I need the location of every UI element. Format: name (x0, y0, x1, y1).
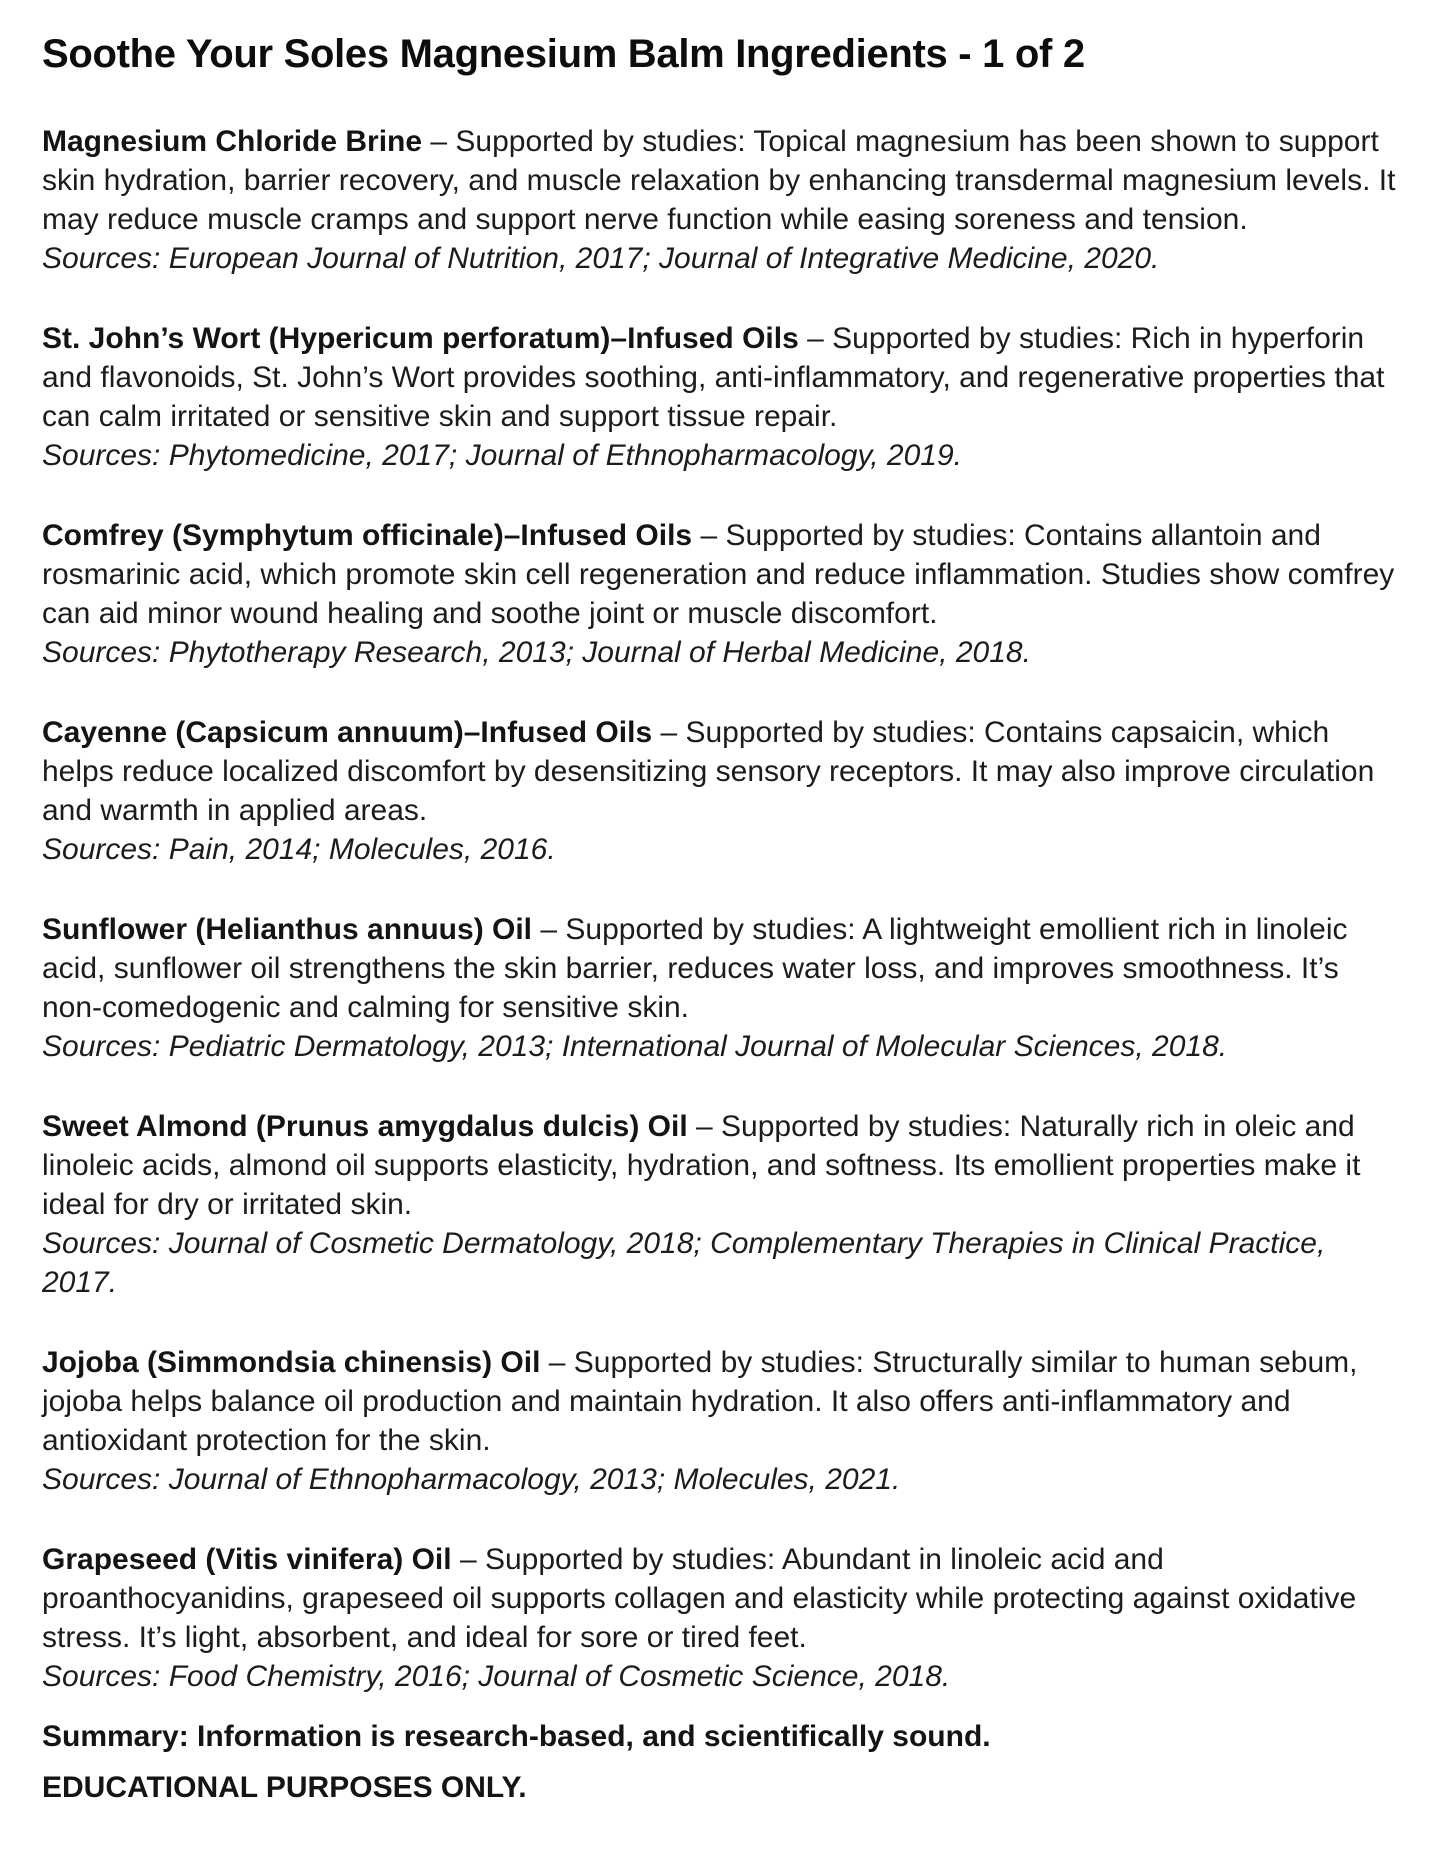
ingredient-description: – Supported by studies: A lightweight emollient rich in linoleic acid, sunflower oil strengthens the skin barrier, reduces water loss, and improves smoothness. It’s non-comedogenic and calming for sensitive skin. (42, 913, 1348, 1024)
ingredient-text (42, 713, 1403, 830)
ingredient-text (42, 319, 1403, 436)
ingredient-sources: Sources: Food Chemistry, 2016; Journal of Cosmetic Science, 2018. (42, 1660, 951, 1693)
ingredient-description: – Supported by studies: Contains allantoin and rosmarinic acid, which promote skin cell regeneration and reduce inflammation. Studies show comfrey can aid minor wound healing and soothe joint or muscle discomfort. (42, 519, 1395, 630)
ingredient-text (42, 910, 1403, 1027)
ingredient-name: Sunflower (Helianthus annuus) Oil (42, 913, 533, 946)
ingredient-cayenne (42, 713, 1403, 869)
ingredient-description: – Supported by studies: Naturally rich in oleic and linoleic acids, almond oil supports elasticity, hydration, and softness. Its emollient properties make it ideal for dry or irritated skin. (42, 1110, 1361, 1221)
ingredient-sweet-almond (42, 1107, 1403, 1302)
ingredient-name: Comfrey (Symphytum officinale)–Infused Oils (42, 519, 693, 552)
page-title: Soothe Your Soles Magnesium Balm Ingredients - 1 of 2 (42, 32, 1085, 76)
ingredient-jojoba (42, 1343, 1403, 1499)
ingredient-magnesium-chloride-brine (42, 122, 1403, 278)
disclaimer-line: EDUCATIONAL PURPOSES ONLY. (42, 1771, 527, 1804)
ingredient-sunflower (42, 910, 1403, 1066)
ingredient-name: Jojoba (Simmondsia chinensis) Oil (42, 1346, 541, 1379)
ingredient-st-johns-wort (42, 319, 1403, 475)
ingredient-text (42, 516, 1403, 633)
summary-line: Summary: Information is research-based, and scientifically sound. (42, 1720, 991, 1753)
ingredient-description: – Supported by studies: Structurally similar to human sebum, jojoba helps balance oil production and maintain hydration. It also offers anti-inflammatory and antioxidant protection for the skin. (42, 1346, 1358, 1457)
ingredient-text (42, 1107, 1403, 1224)
ingredient-description: – Supported by studies: Topical magnesium has been shown to support skin hydration, barrier recovery, and muscle relaxation by enhancing transdermal magnesium levels. It may reduce muscle cramps and support nerve function while easing soreness and tension. (42, 125, 1396, 236)
ingredient-sources: Sources: European Journal of Nutrition, 2017; Journal of Integrative Medicine, 2020. (42, 242, 1160, 275)
ingredient-sources: Sources: Phytomedicine, 2017; Journal of Ethnopharmacology, 2019. (42, 439, 963, 472)
ingredient-description: – Supported by studies: Rich in hyperforin and flavonoids, St. John’s Wort provides soothing, anti-inflammatory, and regenerative properties that can calm irritated or sensitive skin and support tissue repair. (42, 322, 1385, 433)
ingredient-sources: Sources: Pain, 2014; Molecules, 2016. (42, 833, 556, 866)
ingredient-name: Grapeseed (Vitis vinifera) Oil (42, 1543, 452, 1576)
ingredient-name: Magnesium Chloride Brine (42, 125, 423, 158)
ingredient-comfrey (42, 516, 1403, 672)
ingredient-sources: Sources: Pediatric Dermatology, 2013; International Journal of Molecular Sciences, 2018. (42, 1030, 1228, 1063)
ingredient-description: – Supported by studies: Contains capsaicin, which helps reduce localized discomfort by desensitizing sensory receptors. It may also improve circulation and warmth in applied areas. (42, 716, 1375, 827)
ingredient-name: Cayenne (Capsicum annuum)–Infused Oils (42, 716, 653, 749)
ingredient-text (42, 1343, 1403, 1460)
ingredient-name: St. John’s Wort (Hypericum perforatum)–Infused Oils (42, 322, 799, 355)
ingredient-description: – Supported by studies: Abundant in linoleic acid and proanthocyanidins, grapeseed oil supports collagen and elasticity while protecting against oxidative stress. It’s light, absorbent, and ideal for sore or tired feet. (42, 1543, 1357, 1654)
ingredient-sources: Sources: Journal of Ethnopharmacology, 2013; Molecules, 2021. (42, 1463, 901, 1496)
ingredient-sources: Sources: Journal of Cosmetic Dermatology, 2018; Complementary Therapies in Clinical Practice, 2017. (42, 1227, 1326, 1299)
ingredient-sources: Sources: Phytotherapy Research, 2013; Journal of Herbal Medicine, 2018. (42, 636, 1031, 669)
ingredient-text (42, 122, 1403, 239)
ingredient-name: Sweet Almond (Prunus amygdalus dulcis) Oil (42, 1110, 688, 1143)
ingredient-grapeseed (42, 1540, 1403, 1696)
ingredient-text (42, 1540, 1403, 1657)
